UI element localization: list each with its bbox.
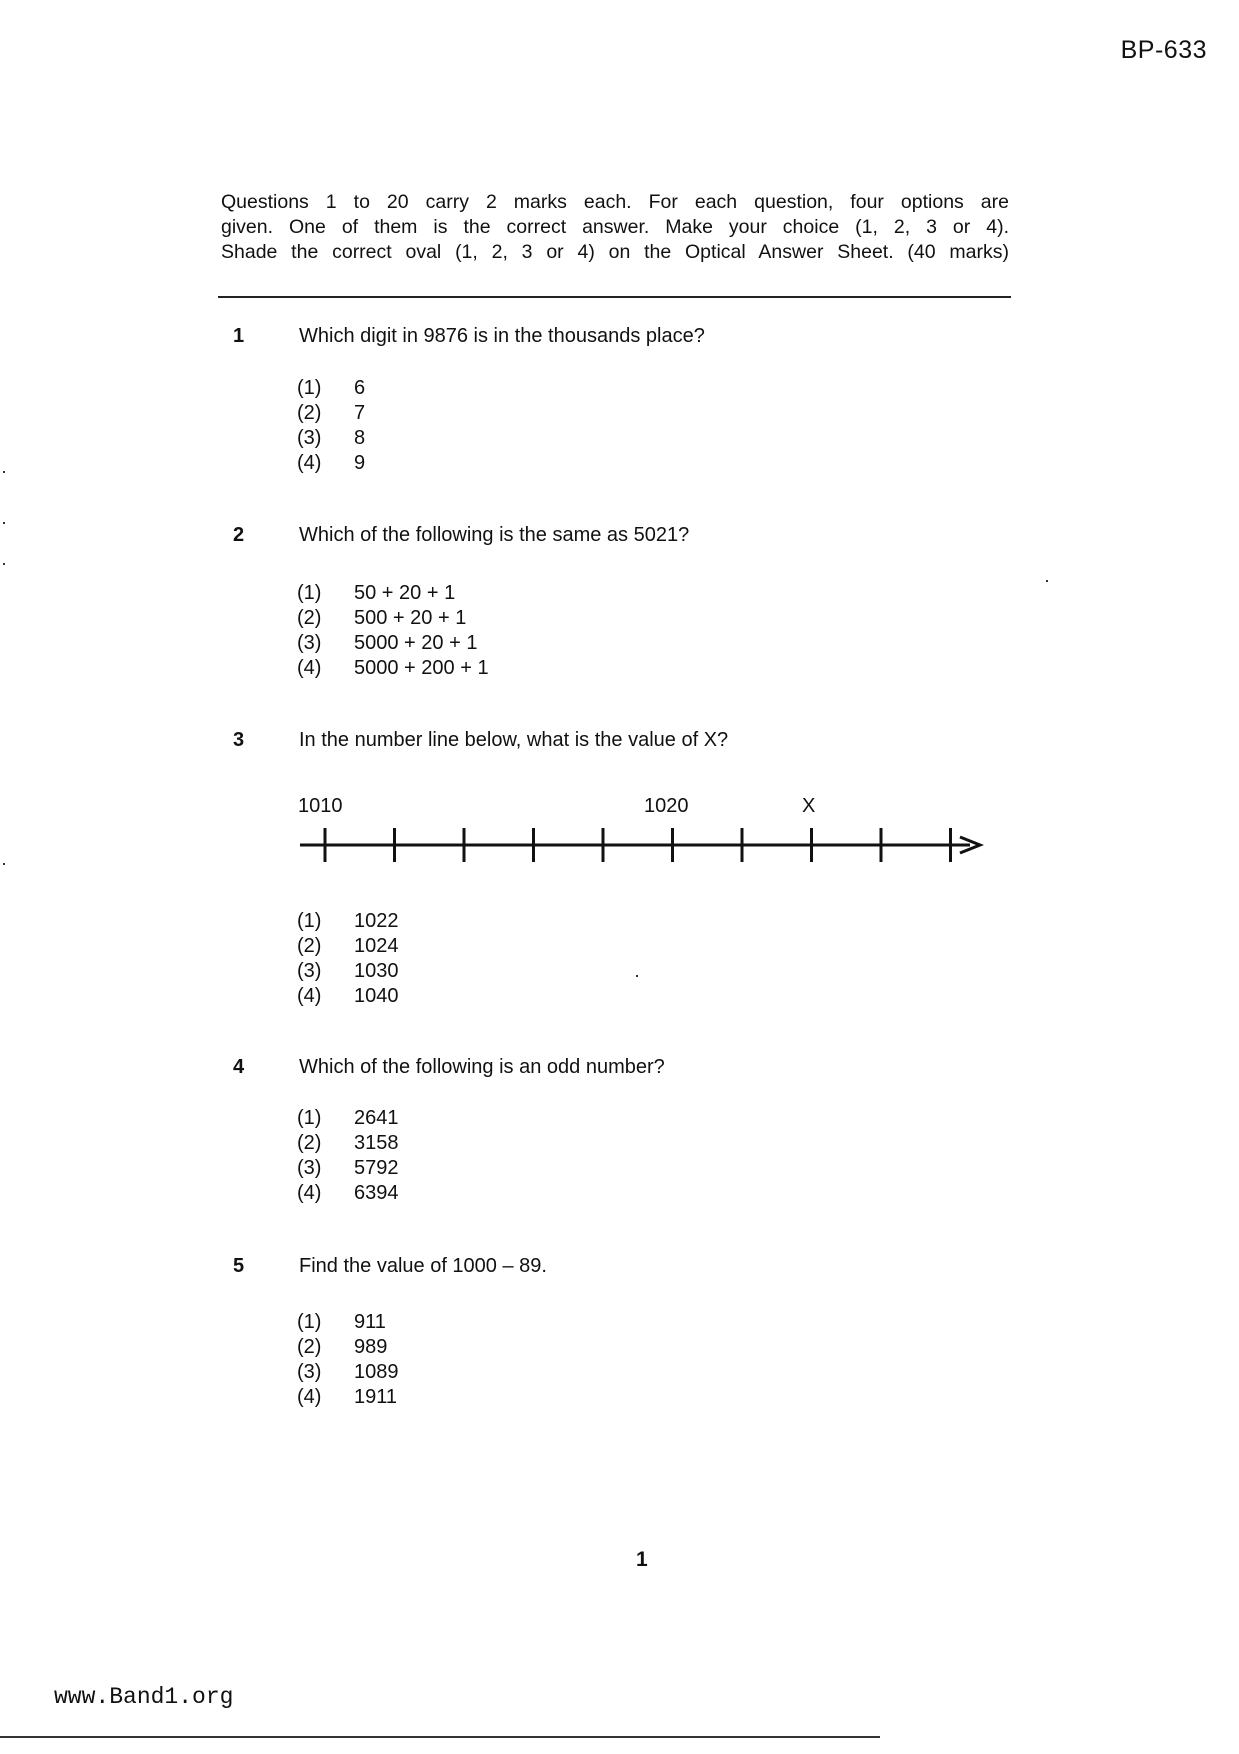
scan-speck (3, 863, 5, 865)
option-item[interactable] (297, 1156, 399, 1181)
question-number: 2 (233, 524, 245, 546)
question-number: 3 (233, 729, 245, 751)
option-value: 1089 (354, 1361, 399, 1383)
option-item[interactable] (297, 1360, 399, 1385)
option-value: 5000 + 200 + 1 (354, 657, 489, 679)
option-item[interactable] (297, 1385, 399, 1410)
option-label: (3) (297, 427, 322, 449)
option-value: 7 (354, 402, 366, 424)
option-label: (1) (297, 377, 322, 399)
option-item[interactable] (297, 426, 365, 451)
option-label: (4) (297, 1182, 322, 1204)
option-value: 989 (354, 1336, 388, 1358)
option-label: (2) (297, 935, 322, 957)
question-text: Find the value of 1000 – 89. (299, 1255, 547, 1277)
number-line-label-x: X (802, 795, 816, 817)
option-item[interactable] (297, 581, 489, 606)
option-item[interactable] (297, 909, 399, 934)
option-value: 9 (354, 452, 366, 474)
option-item[interactable] (297, 376, 365, 401)
option-value: 2641 (354, 1107, 399, 1129)
option-label: (2) (297, 1336, 322, 1358)
option-item[interactable] (297, 934, 399, 959)
option-value: 5792 (354, 1157, 399, 1179)
option-label: (2) (297, 402, 322, 424)
instructions-divider (218, 296, 1011, 298)
option-value: 911 (354, 1311, 386, 1333)
number-line-label-mid: 1020 (644, 795, 689, 817)
scan-speck (1046, 580, 1048, 582)
option-label: (1) (297, 1107, 322, 1129)
option-item[interactable] (297, 1335, 399, 1360)
option-value: 1024 (354, 935, 399, 957)
question-text: Which digit in 9876 is in the thousands place? (299, 325, 705, 347)
question-text: Which of the following is an odd number? (299, 1056, 665, 1078)
option-item[interactable] (297, 1131, 399, 1156)
option-list (297, 581, 489, 681)
instructions-line: Shade the correct oval (1, 2, 3 or 4) on the Optical Answer Sheet. (40 marks) (221, 241, 1009, 263)
option-value: 1040 (354, 985, 399, 1007)
option-label: (3) (297, 960, 322, 982)
option-item[interactable] (297, 451, 365, 476)
option-item[interactable] (297, 959, 399, 984)
question-number: 4 (233, 1056, 245, 1078)
option-label: (1) (297, 1311, 322, 1333)
option-label: (4) (297, 985, 322, 1007)
option-value: 5000 + 20 + 1 (354, 632, 478, 654)
option-item[interactable] (297, 1106, 399, 1131)
option-label: (1) (297, 910, 322, 932)
option-label: (1) (297, 582, 322, 604)
option-item[interactable] (297, 1181, 399, 1206)
option-value: 1911 (354, 1386, 398, 1408)
website-link[interactable]: www.Band1.org (54, 1684, 234, 1710)
option-value: 3158 (354, 1132, 399, 1154)
option-value: 1022 (354, 910, 399, 932)
question-number: 1 (233, 325, 245, 347)
option-list (297, 1106, 399, 1206)
instructions-block (221, 190, 1009, 265)
option-value: 6394 (354, 1182, 399, 1204)
question-text: Which of the following is the same as 5021? (299, 524, 690, 546)
option-value: 8 (354, 427, 366, 449)
option-item[interactable] (297, 401, 365, 426)
number-line-label-start: 1010 (298, 795, 343, 817)
question-number: 5 (233, 1255, 245, 1277)
option-label: (2) (297, 607, 322, 629)
number-line (290, 790, 990, 870)
option-label: (3) (297, 1361, 322, 1383)
option-item[interactable] (297, 656, 489, 681)
scan-speck (3, 563, 5, 565)
option-value: 6 (354, 377, 366, 399)
instructions-line: Questions 1 to 20 carry 2 marks each. For each question, four options are (221, 191, 1009, 213)
option-value: 50 + 20 + 1 (354, 582, 456, 604)
instructions-line: given. One of them is the correct answer. Make your choice (1, 2, 3 or 4). (221, 216, 1009, 238)
option-label: (4) (297, 657, 322, 679)
option-label: (3) (297, 632, 322, 654)
question-text: In the number line below, what is the value of X? (299, 729, 729, 751)
option-item[interactable] (297, 984, 399, 1009)
option-label: (2) (297, 1132, 322, 1154)
option-label: (4) (297, 452, 322, 474)
scan-speck (3, 522, 5, 524)
option-item[interactable] (297, 1310, 399, 1335)
scan-speck (3, 471, 5, 473)
option-list (297, 1310, 399, 1410)
option-value: 500 + 20 + 1 (354, 607, 467, 629)
paper-code: BP-633 (1120, 36, 1207, 64)
option-item[interactable] (297, 606, 489, 631)
option-item[interactable] (297, 631, 489, 656)
option-list (297, 909, 399, 1009)
page-number: 1 (636, 1548, 648, 1571)
bottom-divider (0, 1736, 880, 1738)
option-value: 1030 (354, 960, 399, 982)
option-label: (3) (297, 1157, 322, 1179)
option-list (297, 376, 365, 476)
scan-speck (636, 975, 638, 977)
option-label: (4) (297, 1386, 322, 1408)
